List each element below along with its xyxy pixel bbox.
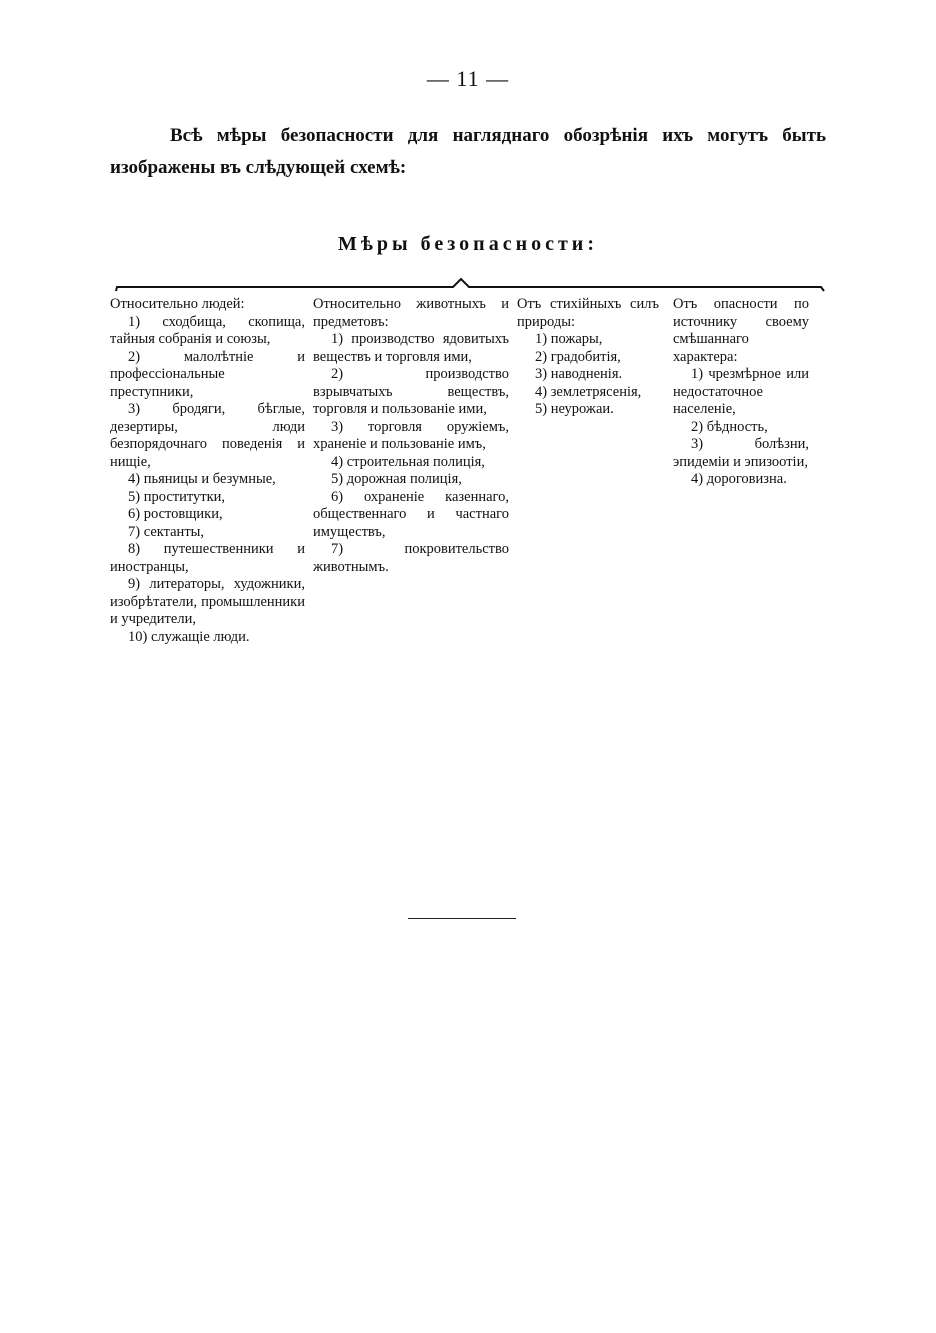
scheme-columns <box>110 296 828 646</box>
list-item: 7) сектанты, <box>128 523 205 540</box>
list-item: 1) сходбища, скопища, тайныя собранія и союзы, <box>110 313 305 347</box>
column-animals-objects <box>313 296 509 646</box>
list-item: 5) дорожная полиція, <box>331 471 462 487</box>
list-item: 4) землетрясенія, <box>535 383 642 400</box>
scheme-title: Мѣры безопасности: <box>338 233 598 255</box>
column-mixed-dangers <box>673 296 809 646</box>
list-item: 2) производство взрывчатыхъ веществъ, торговля и пользованіе ими, <box>313 366 509 417</box>
column-heading: Относительно людей: <box>110 296 245 312</box>
list-item: 6) охраненіе казеннаго, общественнаго и частнаго имуществъ, <box>313 488 509 540</box>
list-item: 5) неурожаи. <box>535 401 614 417</box>
intro-text: Всѣ мѣры безопасности для нагляднаго обозрѣнія ихъ могутъ быть изображены въ слѣдующей схемѣ: <box>110 125 826 178</box>
list-item: 1) пожары, <box>535 331 603 347</box>
horizontal-brace <box>115 276 825 296</box>
section-end-rule <box>408 918 516 919</box>
list-item: 6) ростовщики, <box>128 506 223 522</box>
list-item: 8) путешественники и иностранцы, <box>110 541 305 575</box>
column-heading: Отъ опасности по источнику своему смѣшаннаго характера: <box>673 296 809 365</box>
list-item: 2) бѣдность, <box>691 418 768 435</box>
list-item: 3) торговля оружіемъ, храненіе и пользованіе имъ, <box>313 418 509 452</box>
list-item: 1) чрезмѣрное или недостаточное населеніе, <box>673 366 809 417</box>
intro-paragraph <box>110 120 826 184</box>
column-natural-forces <box>517 296 659 646</box>
list-item: 9) литераторы, художники, изобрѣтатели, промышленники и учредители, <box>110 576 305 627</box>
list-item: 3) бродяги, бѣглые, дезертиры, люди безпорядочнаго поведенія и нищіе, <box>110 401 305 470</box>
list-item: 3) наводненія. <box>535 366 623 382</box>
list-item: 2) малолѣтніе и профессіональные преступники, <box>110 348 305 400</box>
list-item: 4) пьяницы и безумные, <box>128 471 276 487</box>
column-heading: Отъ стихійныхъ силъ природы: <box>517 296 659 330</box>
column-heading: Относительно животныхъ и предметовъ: <box>313 296 509 330</box>
list-item: 4) строительная полиція, <box>331 453 485 470</box>
list-item: 3) болѣзни, эпидеміи и эпизоотіи, <box>673 436 809 470</box>
list-item: 2) градобитія, <box>535 348 621 365</box>
list-item: 1) производство ядовитыхъ веществъ и торговля ими, <box>313 331 509 365</box>
page-number: — 11 — <box>426 66 510 91</box>
list-item: 5) проститутки, <box>128 488 226 505</box>
list-item: 10) служащіе люди. <box>128 628 250 645</box>
column-people <box>110 296 305 646</box>
list-item: 7) покровительство животнымъ. <box>313 541 509 575</box>
list-item: 4) дороговизна. <box>691 471 787 487</box>
